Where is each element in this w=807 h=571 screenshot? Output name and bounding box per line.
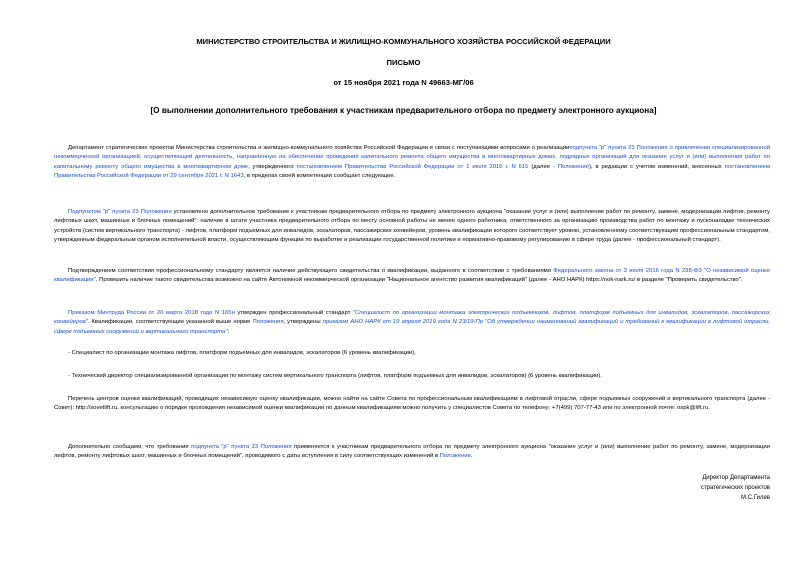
mintrud-order-link[interactable]: Приказом Минтруда России от 20 марта 2018 года N 165н	[68, 310, 235, 316]
subparagraph-link[interactable]: подпункта "р" пункта 23 Положения	[191, 444, 292, 450]
resolution-1643-link[interactable]: постановлением Правительства Российской Федерации от 29 сентября 2021 г. N 1643	[54, 163, 770, 180]
regulation-short-link[interactable]: Положения	[252, 319, 284, 326]
document-date-number: от 15 ноября 2021 года N 49663-МГ/06	[333, 78, 474, 87]
text: Дополнительно сообщаем, что требование	[68, 444, 192, 450]
paragraph-centers	[54, 395, 770, 414]
paragraph-certificate	[54, 267, 770, 286]
text: . Проверить наличие такого свидетельства возможно на сайте Автономной некоммерческой организации "Национальное агентство развития квалификаций" (далее - АНО НАРК) https://nok-nark.ru/ в разделе "Проверить свидетельство".	[95, 277, 743, 284]
paragraph-intro	[54, 144, 770, 182]
text: Департамент стратегических проектов Министерства строительства и жилищно-коммунального хозяйства Российской Федерации в связи с поступающими вопросами о реализации	[68, 145, 570, 151]
text: утвержден профессиональный стандарт	[234, 310, 353, 316]
document-type: ПИСЬМО	[386, 58, 421, 67]
text: , утверждены	[283, 319, 323, 326]
text: (далее -	[528, 163, 558, 170]
text: - Технический директор специализированной организации по монтажу систем вертикального транспорта (лифтов, платформ подъемных для инвалидов, эскалаторов) (6 уровень квалификации).	[68, 373, 602, 379]
text: Подтверждением соответствия профессиональному стандарту является наличие действующего свидетельства о квалификации, выданного в соответствии с требованиями	[68, 268, 554, 274]
standard-title-link[interactable]: "Специалист по организации монтажа электрических подъемников, лифтов, платформ подъемных для инвалидов, эскалаторов, пассажирских конвейеров"	[54, 310, 770, 326]
document-subject: [О выполнении дополнительного требования к участникам предварительного отбора по предмету электронного аукциона]	[150, 106, 657, 115]
text: . Квалификации, соответствующие указанной выше норме	[87, 319, 253, 326]
paragraph-standard	[54, 309, 770, 337]
regulation-short-link[interactable]: Положение	[557, 163, 589, 170]
text: Перечень центров оценки квалификаций, проводящих независимую оценку квалификации, можно найти на сайте Совета по профессиональным квалификациям в лифтовой отрасли, сфере подъемных сооружений и вертикального транспорта (далее - Совет): http://sovetlift.ru, консультацию о порядке прохождения независимой оценки квалификации по данным квалификациям можно получить у специалистов Совета по телефону: +7(499) 707-77-43 или по электронной почте: ospk@lift.ru.	[54, 396, 770, 412]
regulation-link[interactable]: подпункта "р" пункта 23 Положения о привлечении специализированной некоммерческой организацией, осуществляющей деятельность, направленную на обеспечение проведения капитального ремонта общего имущества в многоквартирных домах, подрядных организаций для оказания услуг и (или) выполнения работ по капитальному ремонту общего имущества в многоквартирном доме	[54, 145, 771, 170]
text: , в пределах своей компетенции сообщает следующее.	[243, 173, 396, 180]
text: - Специалист по организации монтажа лифтов, платформ подъемных для инвалидов, эскалаторов (6 уровень квалификации),	[68, 350, 416, 356]
ministry-header: МИНИСТЕРСТВО СТРОИТЕЛЬСТВА И ЖИЛИЩНО-КОММУНАЛЬНОГО ХОЗЯЙСТВА РОССИЙСКОЙ ФЕДЕРАЦИИ	[196, 37, 611, 46]
signature-department: стратегических проектов	[700, 485, 770, 491]
text: установлено дополнительное требование к участникам предварительного отбора по предмету электронного аукциона "оказание услуг и (или) выполнение работ по ремонту, замене, модернизации лифтов, ремонту лифтовых шахт, машинных и блочных помещений": наличие в штате участника предварительного отбора по месту основной работы не менее одного работника, ответственного за организацию производства работ по монтажу и пусконаладке технических устройств (систем вертикального транспорта) - лифтов, платформ подъемных для инвалидов, эскалаторов, пассажирских конвейеров, уровень квалификации которого соответствует уровню, установленному соответствующим профессиональным стандартом, утвержденным федеральным органом исполнительной власти, осуществляющим функции по выработке и реализации государственной политики и нормативно-правовому регулированию в сфере труда (далее - профессиональный стандарт).	[54, 209, 770, 244]
regulation-short-link[interactable]: Положение	[439, 453, 471, 460]
nark-order-link[interactable]: приказом АНО НАРК от 19 апреля 2019 года N 23/19-Пр "Об утверждении наименований квалификаций и требований к квалификации в лифтовой отрасли, сфере подъемных сооружений и вертикального транспорта"	[54, 319, 771, 335]
text: применяется к участникам предварительного отбора по предмету электронного аукциона "оказание услуг и (или) выполнение работ по ремонту, замене, модернизации лифтов, ремонту лифтовых шахт, машинных и блочных помещений", проводимого с даты вступления в силу соответствующих изменений в	[54, 444, 770, 460]
text: .	[470, 453, 473, 460]
list-item-qualification-1	[54, 349, 770, 358]
text: :	[227, 328, 230, 335]
text: , утвержденного	[248, 163, 297, 170]
resolution-615-link[interactable]: постановлением Правительства Российской Федерации от 1 июля 2016 г. N 615	[296, 163, 529, 170]
text: ), в редакции с учетом изменений, внесенных	[588, 163, 725, 170]
paragraph-requirement	[54, 208, 770, 246]
signature-name: М.С.Гилев	[741, 495, 770, 501]
signature-position: Директор Департамента	[702, 475, 770, 481]
list-item-qualification-2	[54, 372, 770, 381]
paragraph-additional	[54, 443, 770, 462]
subparagraph-link[interactable]: Подпунктом "р" пункта 23 Положения	[68, 209, 172, 215]
federal-law-link[interactable]: Федерального закона от 3 июля 2016 года N 238-ФЗ "О независимой оценке квалификации"	[54, 268, 770, 284]
